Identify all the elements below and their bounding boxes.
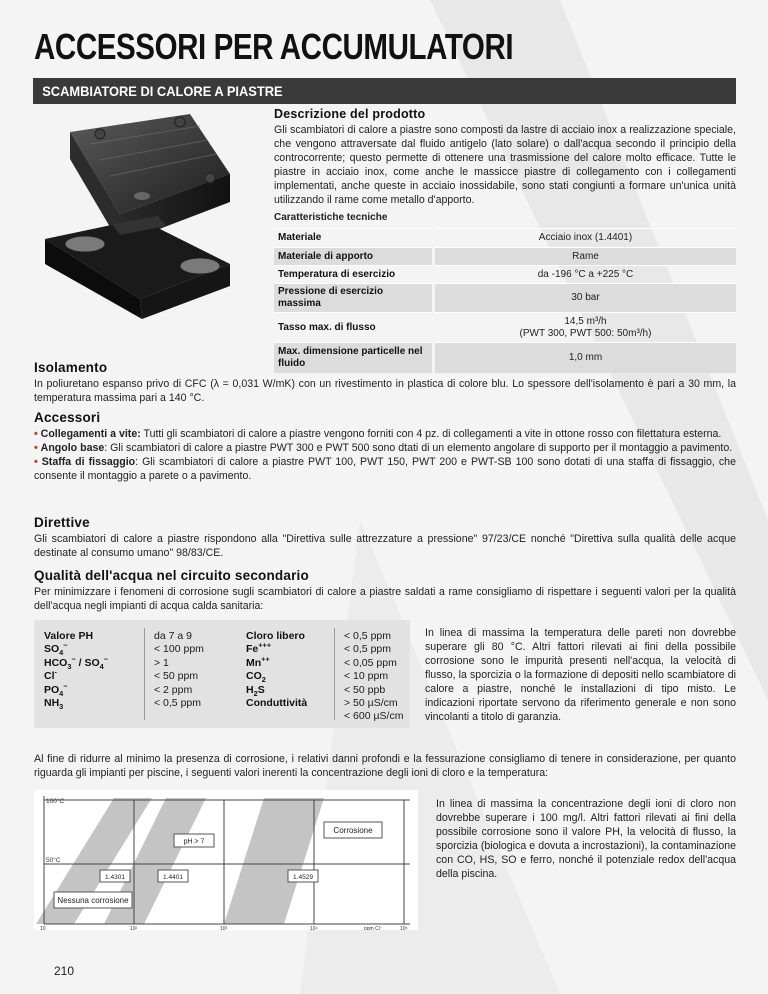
tech-key: Materiale xyxy=(274,229,434,248)
tech-value-line2: (PWT 300, PWT 500: 50m³/h) xyxy=(519,327,652,339)
table-row xyxy=(274,313,736,343)
corrosion-chart xyxy=(34,790,418,930)
accessori-section xyxy=(34,410,736,483)
label-material: 1.4529 xyxy=(293,874,313,881)
chloride-intro: Al fine di ridurre al minimo la presenza di corrosione, i relativi danni profondi e la fessurazione consigliamo di tenere in considerazione, per quanto riguarda gli impianti per piscine, i seguenti valori inerenti la concentrazione degli ioni di cloro e la temperatura: xyxy=(34,753,736,779)
section-title: SCAMBIATORE DI CALORE A PIASTRE xyxy=(42,83,283,99)
table-row xyxy=(274,266,736,284)
water-labels-2 xyxy=(246,630,307,710)
tech-key: Max. dimensione particelle nel fluido xyxy=(274,343,434,373)
label-conduttivita: Conduttività xyxy=(246,697,308,710)
accessori-item xyxy=(34,455,736,483)
item-text: : Gli scambiatori di calore a piastre PWT 100, PWT 150, PWT 200 e PWT-SB 100 sono dotati di una staffa di fissaggio, che consente il montaggio a parete o a pavimento. xyxy=(34,456,736,482)
direttive-text: Gli scambiatori di calore a piastre rispondono alla "Direttiva sulle attrezzature a pressione" 97/23/CE nonché "Direttiva sulla qualità delle acque destinate al consumo umano" 98/83/CE. xyxy=(34,533,736,559)
water-value: < 10 ppm xyxy=(344,670,389,683)
water-value: < 0,05 ppm xyxy=(344,656,397,669)
tech-key: Materiale di apporto xyxy=(274,248,434,266)
tech-value: Rame xyxy=(434,248,737,266)
label-so4: $SO_4^-$ xyxy=(44,640,68,658)
water-value: > 50 µS/cm xyxy=(344,697,398,710)
direttive-title: Direttive xyxy=(34,515,90,530)
plate-heat-exchanger-image xyxy=(30,114,260,319)
divider xyxy=(144,628,145,720)
label-ph: pH > 7 xyxy=(183,838,205,846)
page-title: ACCESSORI PER ACCUMULATORI xyxy=(34,26,514,67)
bullet-icon: • xyxy=(34,456,38,468)
x-tick-label: 10 xyxy=(40,926,46,930)
item-label: Staffa di fissaggio xyxy=(41,456,136,468)
table-row xyxy=(274,248,736,266)
tech-value: Acciaio inox (1.4401) xyxy=(434,229,737,248)
water-labels-1 xyxy=(44,630,108,710)
x-tick-label: 10⁴ xyxy=(310,926,318,930)
label-h2s: $H_2S$ xyxy=(246,683,265,698)
water-value: < 0,5 ppm xyxy=(344,643,391,656)
x-tick-label: 10² xyxy=(130,926,138,930)
label-hco3-so4: $HCO_3^- / SO_4^-$ xyxy=(44,654,109,671)
item-label: Angolo base xyxy=(40,442,105,454)
label-material: 1.4301 xyxy=(105,874,125,881)
item-text: : Gli scambiatori di calore a piastre PWT 300 e PWT 500 sono dtati di un elemento angolare di supporto per il montaggio a pavimento. xyxy=(104,442,733,454)
isolamento-text: In poliuretano espanso privo di CFC (λ = 0,031 W/mK) con un rivestimento in plastica di colore blu. Lo spessore dell'isolamento è pari a 30 mm, la temperatura massima pari a 140 °C. xyxy=(34,378,736,404)
water-value: > 1 xyxy=(154,656,169,669)
qualita-section xyxy=(34,568,736,613)
direttive-section xyxy=(34,515,736,560)
y-tick-label: 50°C xyxy=(46,857,61,864)
isolamento-title: Isolamento xyxy=(34,360,108,375)
tech-table xyxy=(274,228,736,373)
tech-key: Pressione di esercizio massima xyxy=(274,284,434,313)
item-label: Collegamenti a vite: xyxy=(40,428,141,440)
description-text: Gli scambiatori di calore a piastre sono composti da lastre di acciaio inox a realizzazione speciale, che vengono attraversate dal fluido antigelo (lato solare) o dall'acqua secondo il principio della controcorrente; questo permette di ottenere una trasmissione del calore molto efficace. Tutte le piastre in acciaio inox, come anche le massicce piastre di collegamento con i collegamenti implementati, anche queste in acciaio inossidabile, sono stati congiunti a formare un'unica unità utilizzando il rame come metallo d'apporto. xyxy=(274,124,736,206)
x-tick-label: 10³ xyxy=(220,926,228,930)
x-tick-label: ppm Cl⁻ xyxy=(364,926,383,930)
label-co2: $CO_2$ xyxy=(246,670,266,685)
water-note: In linea di massima la temperatura delle pareti non dovrebbe superare gli 80 °C. Altri fattori rilevati ai fini della possibile corrosione sono le impurità presenti nell'acqua, la velocità di flusso, la sporcizia o la formazione di depositi nello scambiatore di calore a piastre, nonché le installazioni di tipo misto. Le indicazioni riportate servono da riferimento generale e non sono vincolanti a titolo di garanzia. xyxy=(425,627,736,723)
label-nessuna-corrosione: Nessuna corrosione xyxy=(57,896,129,905)
tech-key: Tasso max. di flusso xyxy=(274,313,434,343)
water-value: < 50 ppb xyxy=(344,683,386,696)
label-po4: $PO_4^-$ xyxy=(44,681,68,698)
water-value: < 50 ppm xyxy=(154,670,199,683)
tech-value xyxy=(434,313,737,343)
water-value: da 7 a 9 xyxy=(154,630,192,642)
tech-value: da -196 °C a +225 °C xyxy=(434,266,737,284)
water-values-1 xyxy=(154,630,204,710)
y-tick-label: 100°C xyxy=(46,798,65,805)
label-ph: Valore PH xyxy=(44,630,94,642)
bullet-icon: • xyxy=(34,428,38,440)
water-values-box xyxy=(34,620,410,728)
divider xyxy=(334,628,335,720)
label-material: 1.4401 xyxy=(163,874,183,881)
tech-title: Caratteristiche tecniche xyxy=(274,212,388,223)
page-number: 210 xyxy=(54,964,75,978)
table-row xyxy=(274,229,736,248)
qualita-text: Per minimizzare i fenomeni di corrosione sugli scambiatori di calore a piastre saldati a rame consigliamo di rispettare i seguenti valori per la qualità dell'acqua negli impianti di acqua calda sanitaria: xyxy=(34,586,736,612)
label-corrosione: Corrosione xyxy=(333,826,373,835)
label-fe: Fe+++ xyxy=(246,640,272,656)
chart-note: In linea di massima la concentrazione degli ioni di cloro non dovrebbe superare i 100 mg/l. Altri fattori rilevati ai fini della possibile corrosione sono il valore PH, la velocità di flusso, la sporcizia (biologica e dovuta a incrostazioni), la contaminazione con CO, HS, SO e ferro, nonché il potenziale redox dell'acqua della piscina. xyxy=(436,798,736,880)
tech-key: Temperatura di esercizio xyxy=(274,266,434,284)
tech-value: 30 bar xyxy=(434,284,737,313)
water-value: < 600 µS/cm xyxy=(344,710,404,723)
water-values-2 xyxy=(344,630,403,724)
bullet-icon: • xyxy=(34,442,38,454)
label-cl: Cl- xyxy=(44,667,57,683)
water-value: < 0,5 ppm xyxy=(154,697,201,710)
tech-value-line1: 14,5 m³/h xyxy=(564,315,607,327)
tech-value: 1,0 mm xyxy=(434,343,737,373)
accessori-title: Accessori xyxy=(34,410,101,425)
section-bar xyxy=(33,78,736,104)
label-cloro-libero: Cloro libero xyxy=(246,630,305,642)
label-mn: Mn++ xyxy=(246,654,270,669)
qualita-title: Qualità dell'acqua nel circuito secondario xyxy=(34,568,309,583)
accessori-item xyxy=(34,427,736,441)
accessori-item xyxy=(34,441,736,455)
water-value: < 2 ppm xyxy=(154,683,193,696)
item-text: Tutti gli scambiatori di calore a piastre vengono forniti con 4 pz. di collegamenti a vite in ottone rosso con filettatura esterna. xyxy=(140,428,722,440)
x-tick-label: 10⁵ xyxy=(400,926,408,930)
water-value: < 100 ppm xyxy=(154,643,204,656)
label-nh3: $NH_3$ xyxy=(44,697,64,712)
product-description xyxy=(274,107,736,207)
water-value: < 0,5 ppm xyxy=(344,630,391,642)
description-title: Descrizione del prodotto xyxy=(274,107,426,121)
table-row xyxy=(274,284,736,313)
isolamento-section xyxy=(34,360,736,405)
